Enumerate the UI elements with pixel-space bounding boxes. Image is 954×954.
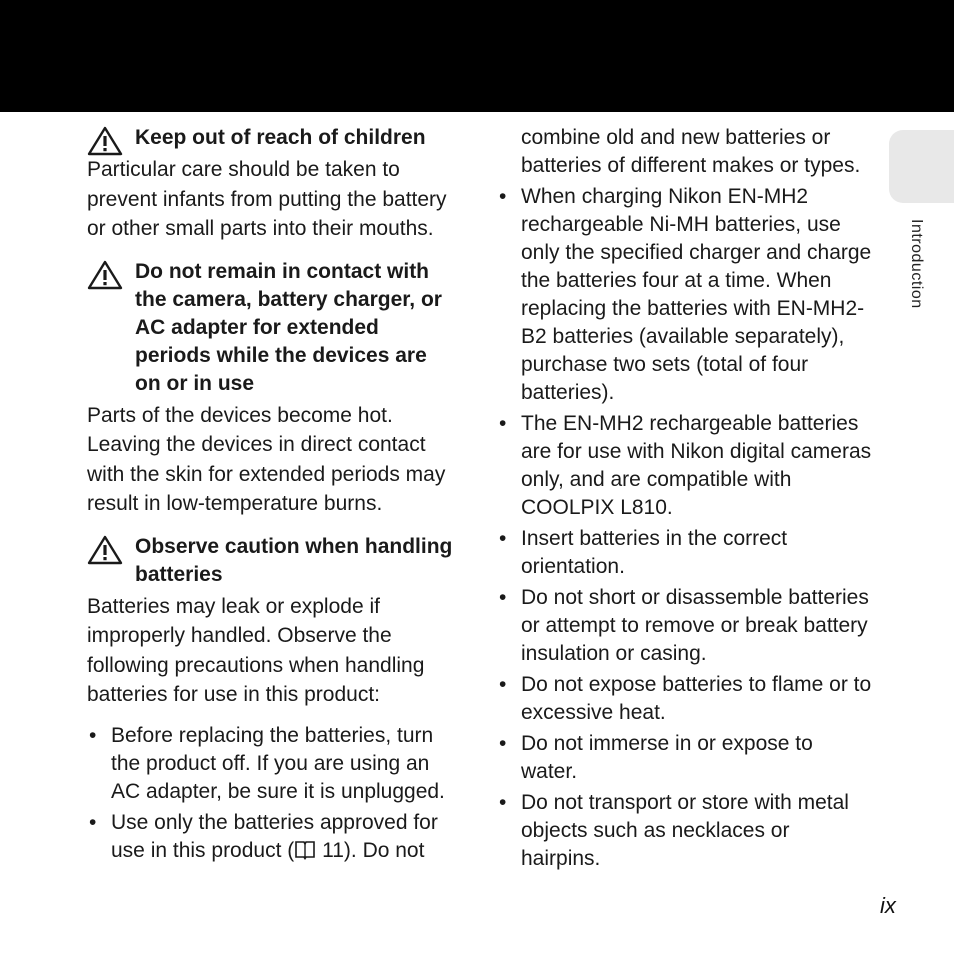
list-item: • Insert batteries in the correct orientation. (499, 527, 788, 578)
warning-body: Batteries may leak or explode if improperly handled. Observe the following precautions when handling batteries for use in this product: (87, 594, 425, 706)
list-item: • Use only the batteries approved for use in this product ( 11). Do not (87, 809, 457, 868)
warning-triangle-icon (87, 124, 135, 152)
list-item: • Do not immerse in or expose to water. (499, 732, 813, 783)
warning-triangle-icon (87, 258, 135, 286)
list-item: • Before replacing the batteries, turn the product off. If you are using an AC adapter, be sure it is unplugged. (89, 723, 445, 803)
warning-heading (87, 124, 457, 152)
list-item: • When charging Nikon EN-MH2 rechargeable Ni-MH batteries, use only the specified charger and charge the batteries four at a time. When replacing the batteries with EN-MH2-B2 batteries (available separately), purchase two sets (total of four batteries). (499, 185, 872, 404)
section-tab[interactable] (889, 130, 954, 203)
left-column (87, 124, 457, 871)
warning-title: Do not remain in contact with the camera, battery charger, or AC adapter for extended periods while the devices are on or in use (135, 259, 442, 395)
warning-title: Keep out of reach of children (135, 126, 426, 149)
list-item: • Do not short or disassemble batteries or attempt to remove or break battery insulation or casing. (499, 586, 869, 665)
page-reference-book-icon (294, 840, 316, 868)
warning-body: Particular care should be taken to prevent infants from putting the battery or other small parts into their mouths. (87, 158, 447, 240)
header-bar (0, 0, 954, 112)
page-number: ix (880, 893, 896, 918)
warning-heading (87, 258, 457, 398)
section-label: Introduction (908, 219, 925, 309)
list-item: • The EN-MH2 rechargeable batteries are for use with Nikon digital cameras only, and are compatible with COOLPIX L810. (499, 412, 872, 519)
right-column (497, 124, 872, 876)
list-item: • Do not transport or store with metal objects such as necklaces or hairpins. (499, 791, 849, 870)
warning-body: Parts of the devices become hot. Leaving the devices in direct contact with the skin for extended periods may result in low-temperature burns. (87, 403, 446, 515)
warning-title: Observe caution when handling batteries (135, 534, 453, 586)
list-item-continuation: combine old and new batteries or batteries of different makes or types. (521, 126, 861, 177)
precaution-list (87, 722, 457, 868)
precaution-list (497, 183, 872, 873)
list-item: • Do not expose batteries to flame or to excessive heat. (499, 673, 872, 724)
warning-heading (87, 533, 457, 589)
warning-triangle-icon (87, 533, 135, 561)
